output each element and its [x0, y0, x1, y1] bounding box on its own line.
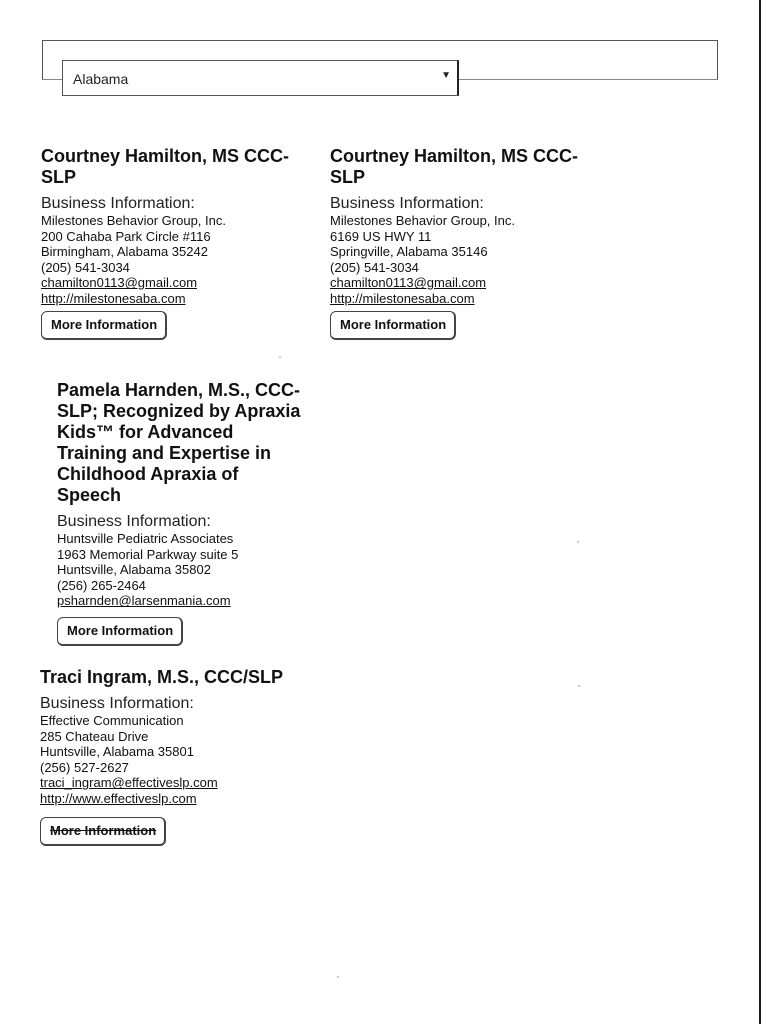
phone-number: (256) 527-2627 [40, 759, 129, 775]
provider-name: Courtney Hamilton, MS CCC-SLP [41, 146, 290, 187]
email-link[interactable]: traci_ingram@effectiveslp.com [40, 775, 218, 791]
provider-card [41, 146, 291, 340]
scan-speck [577, 541, 579, 543]
website-link[interactable]: http://www.effectiveslp.com [40, 790, 197, 806]
chevron-down-icon[interactable]: ▼ [441, 70, 451, 81]
scan-speck [578, 685, 580, 687]
provider-card [57, 380, 307, 646]
state-select[interactable] [62, 60, 459, 96]
company-name: Effective Communication [40, 713, 184, 728]
business-info-label: Business Information: [57, 513, 211, 530]
company-name: Huntsville Pediatric Associates [57, 531, 234, 546]
business-info-label: Business Information: [330, 195, 484, 212]
city-state-zip: Huntsville, Alabama 35801 [40, 744, 194, 760]
provider-card [330, 146, 580, 340]
street-address: 6169 US HWY 11 [330, 228, 432, 244]
phone-number: (205) 541-3034 [330, 259, 419, 275]
scan-speck [279, 356, 281, 358]
street-address: 1963 Memorial Parkway suite 5 [57, 546, 239, 562]
phone-number: (205) 541-3034 [41, 259, 130, 275]
state-select-value: Alabama [73, 71, 129, 87]
business-info-label: Business Information: [40, 695, 194, 712]
city-state-zip: Springville, Alabama 35146 [330, 244, 488, 260]
more-information-button[interactable]: More Information [41, 311, 167, 340]
email-link[interactable]: chamilton0113@gmail.com [330, 275, 487, 291]
more-information-button[interactable]: More Information [40, 817, 166, 846]
more-information-button[interactable]: More Information [57, 617, 183, 646]
scan-speck [337, 976, 339, 978]
city-state-zip: Birmingham, Alabama 35242 [41, 244, 208, 260]
email-link[interactable]: chamilton0113@gmail.com [41, 275, 198, 291]
provider-name: Pamela Harnden, M.S., CCC-SLP; Recognized by Apraxia Kids™ for Advanced Training and Expertise in Childhood Apraxia of Speech [57, 380, 301, 505]
more-information-button[interactable]: More Information [330, 311, 456, 340]
street-address: 285 Chateau Drive [40, 728, 149, 744]
provider-name: Courtney Hamilton, MS CCC-SLP [330, 146, 579, 187]
street-address: 200 Cahaba Park Circle #116 [41, 228, 211, 244]
page-edge-divider [759, 0, 761, 1024]
provider-name: Traci Ingram, M.S., CCC/SLP [40, 667, 284, 687]
business-info-label: Business Information: [41, 195, 195, 212]
phone-number: (256) 265-2464 [57, 577, 146, 593]
company-name: Milestones Behavior Group, Inc. [330, 213, 515, 228]
company-name: Milestones Behavior Group, Inc. [41, 213, 226, 228]
email-link[interactable]: psharnden@larsenmania.com [57, 593, 231, 609]
website-link[interactable]: http://milestonesaba.com [330, 290, 475, 306]
provider-card [40, 667, 320, 846]
website-link[interactable]: http://milestonesaba.com [41, 290, 186, 306]
city-state-zip: Huntsville, Alabama 35802 [57, 562, 211, 578]
